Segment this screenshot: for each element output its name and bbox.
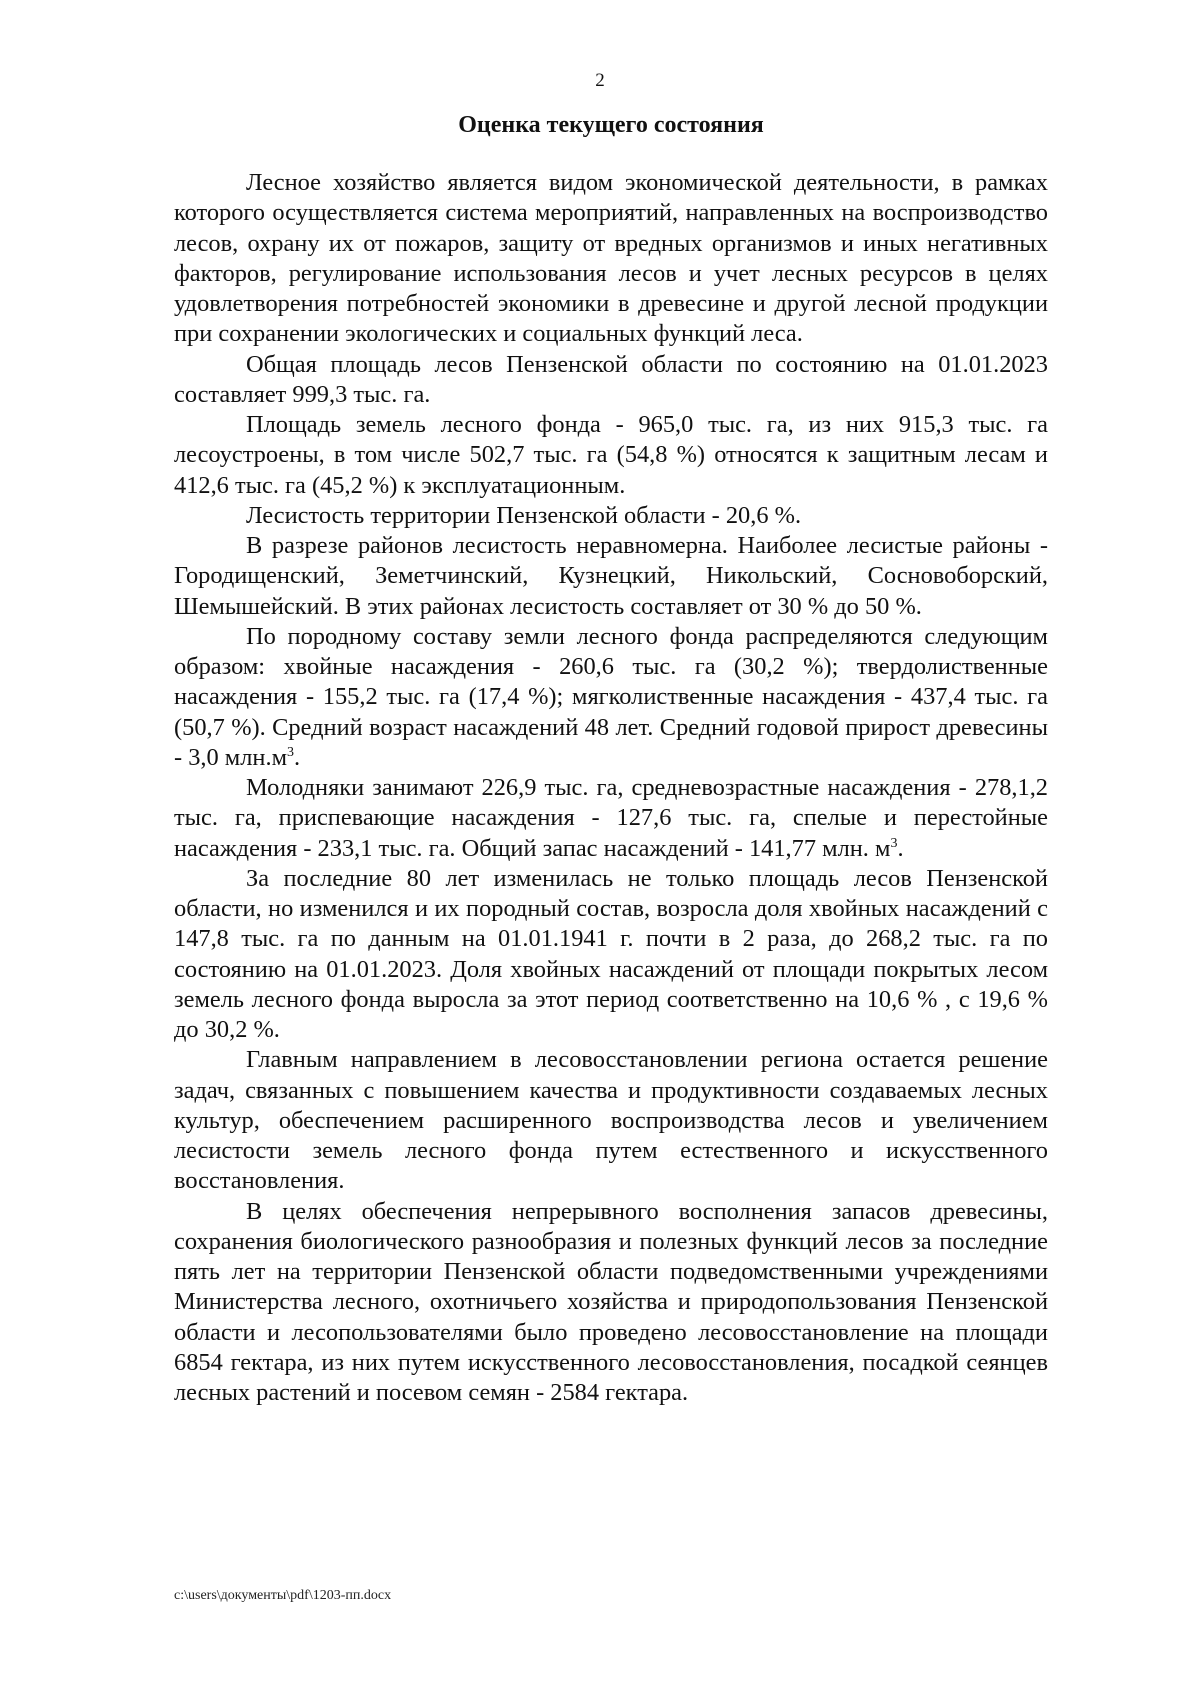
paragraph-main-direction: Главным направлением в лесовосстановлении региона остается решение задач, связанных с повышением качества и продуктивности создаваемых лесных культур, обеспечением расширенного воспроизводства лесов и увеличением лесистости земель лесного фонда путем естественного и искусственного восстановления. <box>174 1046 1048 1195</box>
paragraph-districts-cover: В разрезе районов лесистость неравномерна. Наиболее лесистые районы - Городищенский, Земетчинский, Кузнецкий, Никольский, Сосновоборский, Шемышейский. В этих районах лесистость составляет от 30 % до 50 %. <box>174 532 1048 620</box>
paragraph-age-groups <box>174 773 1048 864</box>
species-tail: . <box>294 743 301 771</box>
paragraph-forest-fund-area: Площадь земель лесного фонда - 965,0 тыс. га, из них 915,3 тыс. га лесоустроены, в том числе 502,7 тыс. га (54,8 %) относятся к защитным лесам и 412,6 тыс. га (45,2 %) к эксплуатационным. <box>174 411 1048 499</box>
cubic-superscript: 3 <box>890 835 898 851</box>
paragraph-species-composition <box>174 622 1048 773</box>
footer-file-path: c:\users\документы\pdf\1203-пп.docx <box>174 1588 392 1603</box>
paragraph-forestry-definition: Лесное хозяйство является видом экономической деятельности, в рамках которого осуществляется система мероприятий, направленных на воспроизводство лесов, охрану их от пожаров, защиту от вредных организмов и иных негативных факторов, регулирование использования лесов и учет лесных ресурсов в целях удовлетворения потребностей экономики в древесине и другой лесной продукции при сохранении экологических и социальных функций леса. <box>174 169 1048 348</box>
paragraph-forest-cover: Лесистость территории Пензенской области - 20,6 %. <box>246 501 802 529</box>
paragraph-reforestation: В целях обеспечения непрерывного восполнения запасов древесины, сохранения биологического разнообразия и полезных функций лесов за последние пять лет на территории Пензенской области подведомственными учреждениями Министерства лесного, охотничьего хозяйства и природопользования Пензенской области и лесопользователями было проведено лесовосстановление на площади 6854 гектара, из них путем искусственного лесовосстановления, посадкой сеянцев лесных растений и посевом семян - 2584 гектара. <box>174 1197 1048 1406</box>
age-groups-tail: . <box>897 834 904 862</box>
page-number: 2 <box>595 70 605 91</box>
species-text: По породному составу земли лесного фонда распределяются следующим образом: хвойные насаждения - 260,6 тыс. га (30,2 %); твердолиственные насаждения - 155,2 тыс. га (17,4 %); мягколиственные насаждения - 437,4 тыс. га (50,7 %). Средний возраст насаждений 48 лет. Средний годовой прирост древесины - 3,0 млн.м <box>174 622 1048 771</box>
cubic-superscript: 3 <box>287 744 294 760</box>
paragraph-80-years-change: За последние 80 лет изменилась не только площадь лесов Пензенской области, но изменился и их породный состав, возросла доля хвойных насаждений с 147,8 тыс. га по данным на 01.01.1941 г. почти в 2 раза, до 268,2 тыс. га по состоянию на 01.01.2023. Доля хвойных насаждений от площади покрытых лесом земель лесного фонда выросла за этот период соответственно на 10,6 % , с 19,6 % до 30,2 %. <box>174 864 1048 1043</box>
page-title: Оценка текущего состояния <box>458 112 764 138</box>
paragraph-total-forest-area: Общая площадь лесов Пензенской области по состоянию на 01.01.2023 составляет 999,3 тыс. га. <box>174 350 1048 408</box>
age-groups-text: Молодняки занимают 226,9 тыс. га, средневозрастные насаждения - 278,1,2 тыс. га, приспевающие насаждения - 127,6 тыс. га, спелые и перестойные насаждения - 233,1 тыс. га. Общий запас насаждений - 141,77 млн. м <box>174 774 1048 862</box>
document-body <box>174 168 1048 1408</box>
